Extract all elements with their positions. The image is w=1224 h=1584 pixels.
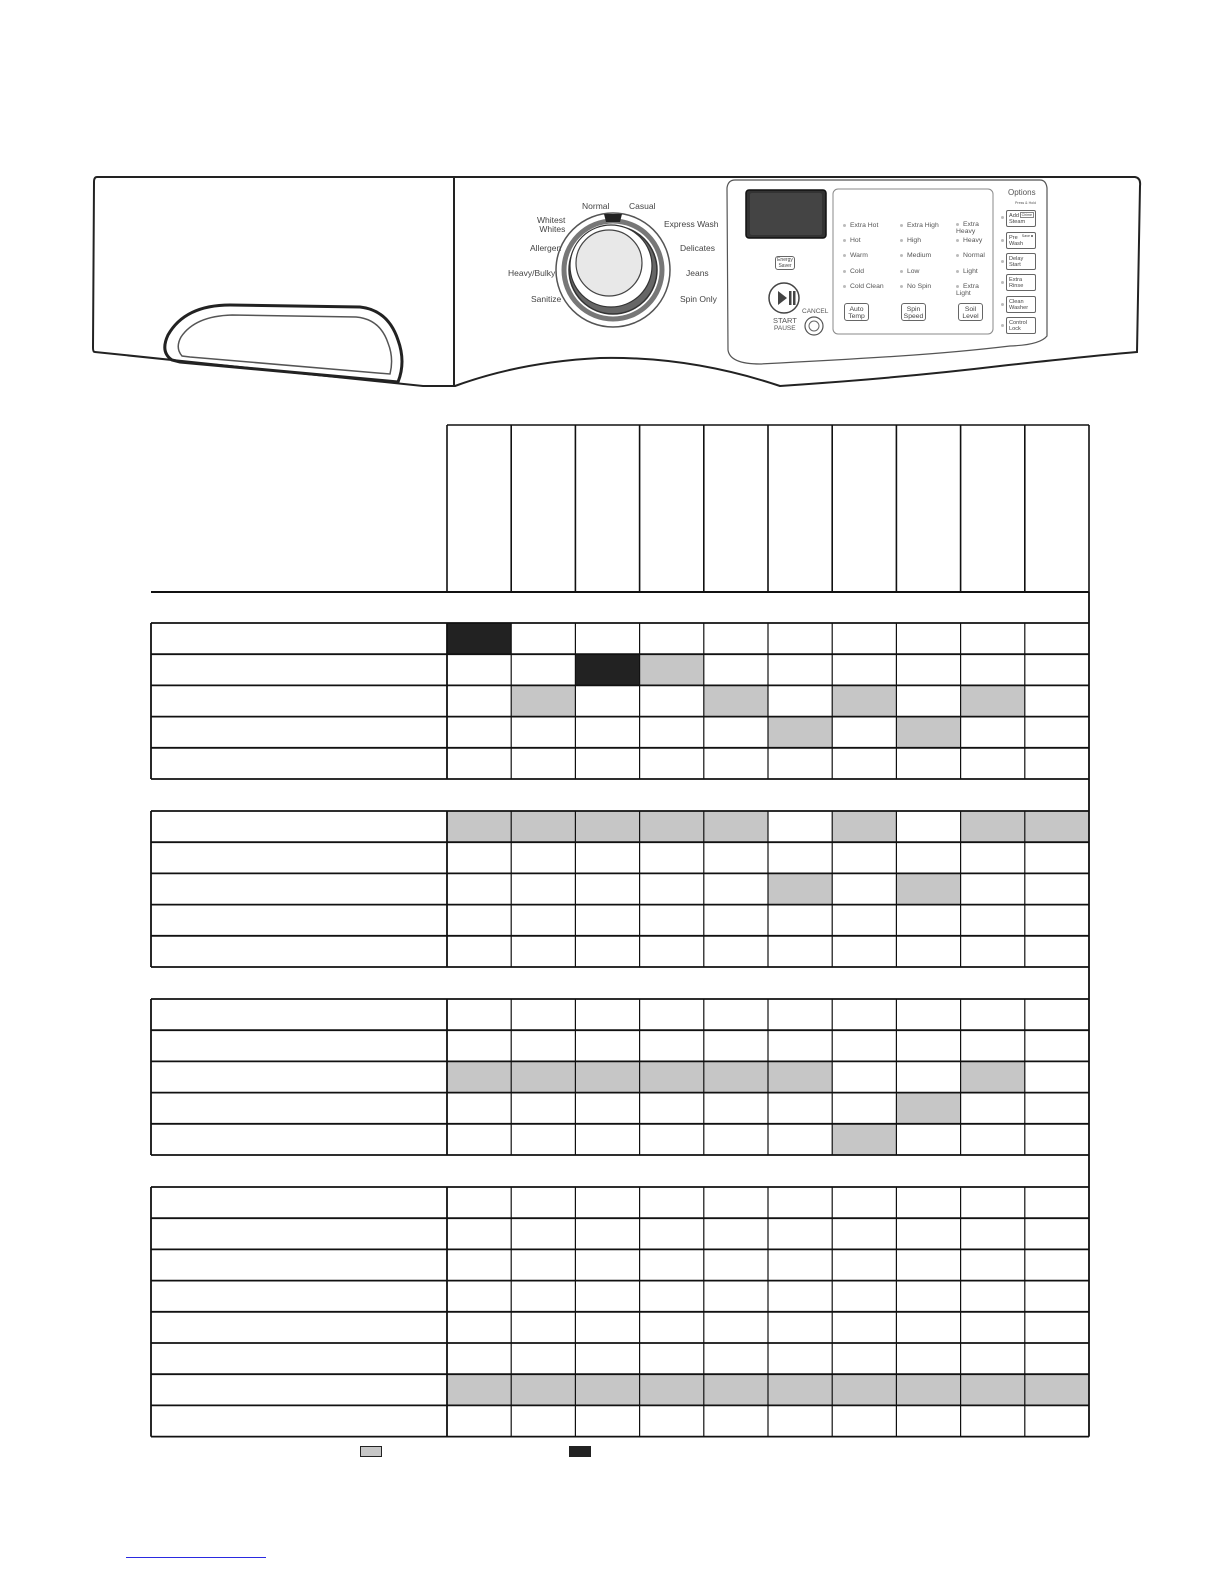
table-cell-light — [447, 1061, 511, 1092]
clean-washer-button[interactable]: Clean Washer — [1006, 296, 1036, 313]
pre-wash-button[interactable]: Pre Wash Save — [1006, 232, 1036, 249]
table-cell-light — [832, 685, 896, 716]
table-cell-light — [961, 811, 1025, 842]
temp-warm: Warm — [843, 252, 868, 259]
temp-cold-clean: Cold Clean — [843, 283, 884, 290]
table-cell-light — [640, 811, 704, 842]
table-cell-light — [511, 1061, 575, 1092]
table-cell-light — [447, 811, 511, 842]
spin-speed-button[interactable]: Spin Speed — [901, 303, 926, 321]
legend-light-swatch — [360, 1446, 382, 1457]
table-cell-light — [575, 1374, 639, 1405]
spin-high: High — [900, 237, 921, 244]
spin-low: Low — [900, 268, 919, 275]
table-cell-light — [896, 1374, 960, 1405]
table-cell-light — [961, 685, 1025, 716]
table-cell-light — [768, 873, 832, 904]
table-cell-light — [768, 1374, 832, 1405]
temp-extra-hot: Extra Hot — [843, 222, 878, 229]
table-cell-light — [575, 811, 639, 842]
spin-extra-high: Extra High — [900, 222, 939, 229]
table-cell-light — [511, 1374, 575, 1405]
soil-heavy: Heavy — [956, 237, 982, 244]
table-cell-light — [768, 717, 832, 748]
cycle-jeans[interactable]: Jeans — [686, 268, 709, 278]
table-cell-light — [704, 685, 768, 716]
table-cell-dark — [575, 654, 639, 685]
start-label: START — [773, 316, 797, 325]
chime-tag: Chime — [1021, 213, 1032, 217]
table-cell-light — [832, 1124, 896, 1155]
table-cell-light — [768, 1061, 832, 1092]
spin-medium: Medium — [900, 252, 931, 259]
table-cell-light — [832, 811, 896, 842]
table-cell-light — [1025, 811, 1089, 842]
table-cell-light — [961, 1374, 1025, 1405]
legend-dark-swatch — [569, 1446, 591, 1457]
extra-rinse-button[interactable]: Extra Rinse — [1006, 274, 1036, 291]
table-cell-light — [896, 1093, 960, 1124]
table-cell-light — [896, 717, 960, 748]
table-cell-light — [896, 873, 960, 904]
cycle-whitest-whites[interactable]: Whitest Whites — [537, 215, 566, 234]
soil-light: Light — [956, 268, 978, 275]
cycle-normal[interactable]: Normal — [582, 201, 610, 211]
footer-link-underline[interactable] — [126, 1557, 266, 1558]
table-cell-light — [1025, 1374, 1089, 1405]
temp-hot: Hot — [843, 237, 861, 244]
cycle-casual[interactable]: Casual — [629, 201, 656, 211]
table-cell-light — [832, 1374, 896, 1405]
soil-extra-heavy: Extra Heavy — [956, 221, 979, 235]
cycle-spin-only[interactable]: Spin Only — [680, 294, 717, 304]
cycle-sanitize[interactable]: Sanitize — [531, 294, 562, 304]
table-cell-light — [640, 1374, 704, 1405]
cycle-allergen[interactable]: Allergen — [530, 243, 562, 253]
spin-no-spin: No Spin — [900, 283, 931, 290]
options-hint: Press & Hold — [1015, 201, 1036, 205]
cancel-label: CANCEL — [802, 308, 829, 315]
cycle-express-wash[interactable]: Express Wash — [664, 219, 719, 229]
table-cell-light — [961, 1061, 1025, 1092]
delay-start-button[interactable]: Delay Start — [1006, 253, 1036, 270]
control-lock-button[interactable]: Control Lock — [1006, 317, 1036, 334]
table-cell-dark — [447, 623, 511, 654]
soil-level-button[interactable]: Soil Level — [958, 303, 983, 321]
save-tag: Save — [1021, 234, 1030, 238]
table-cell-light — [511, 811, 575, 842]
table-cell-light — [704, 811, 768, 842]
energy-saver-button[interactable]: Energy Saver — [775, 256, 795, 270]
cycle-heavy-bulky[interactable]: Heavy/Bulky — [508, 268, 556, 278]
table-cell-light — [704, 1374, 768, 1405]
table-cell-light — [704, 1061, 768, 1092]
soil-extra-light: Extra Light — [956, 283, 979, 297]
table-cell-light — [640, 654, 704, 685]
auto-temp-button[interactable]: Auto Temp — [844, 303, 869, 321]
add-steam-button[interactable]: Add Steam Chime — [1006, 210, 1036, 227]
table-cell-light — [640, 1061, 704, 1092]
table-cell-light — [447, 1374, 511, 1405]
table-cell-light — [575, 1061, 639, 1092]
pause-label: PAUSE — [774, 325, 796, 332]
table-cell-light — [511, 685, 575, 716]
temp-cold: Cold — [843, 268, 864, 275]
soil-normal: Normal — [956, 252, 985, 259]
cycle-delicates[interactable]: Delicates — [680, 243, 715, 253]
options-title: Options — [1008, 188, 1036, 197]
